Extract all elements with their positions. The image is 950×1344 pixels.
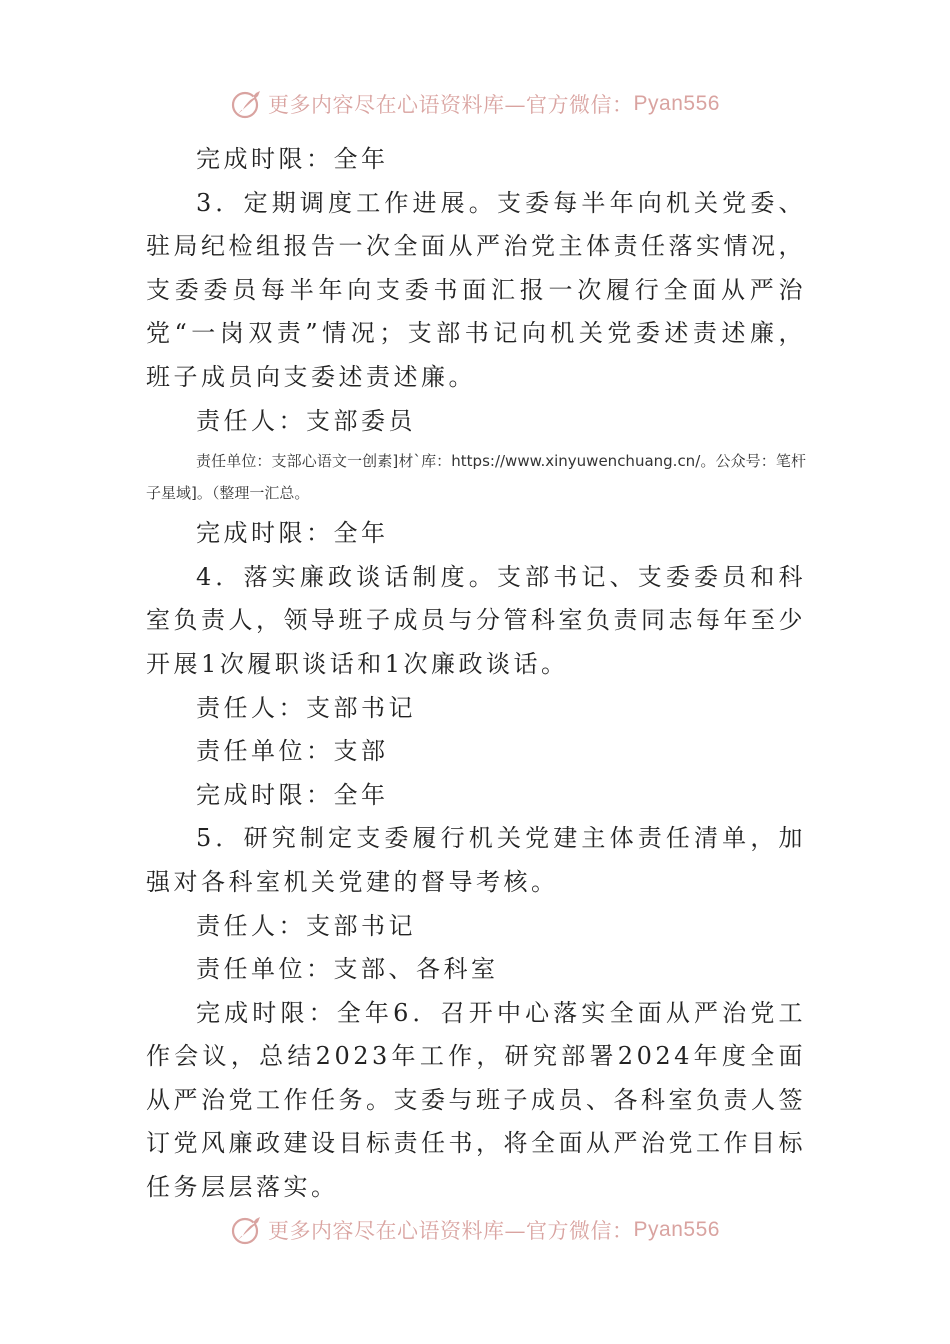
watermark-header (0, 82, 950, 126)
quill-logo-icon (230, 1213, 264, 1247)
watermark-text: 更多内容尽在心语资料库—官方微信： (268, 93, 634, 117)
paragraph: 4．落实廉政谈话制度。支部书记、支委委员和科室负责人，领导班子成员与分管科室负责同志每年至少开展1次履职谈话和1次廉政谈话。 (146, 562, 806, 678)
watermark-wechat-id: Pyan556 (633, 1218, 720, 1241)
paragraph: 5．研究制定支委履行机关党建主体责任清单，加强对各科室机关党建的督导考核。 (146, 824, 806, 896)
paragraph: 3．定期调度工作进展。支委每半年向机关党委、驻局纪检组报告一次全面从严治党主体责任落实情况，支委委员每半年向支委书面汇报一次履行全面从严治党“一岗双责”情况；支部书记向机关党委述责述廉，班子成员向支委述责述廉。 (146, 188, 806, 391)
paragraph: 完成时限：全年 (196, 519, 389, 548)
paragraph: 责任人：支部书记 (196, 911, 416, 940)
watermark-footer (0, 1208, 950, 1252)
watermark-text: 更多内容尽在心语资料库—官方微信： (268, 1219, 634, 1243)
quill-logo-icon (230, 87, 264, 121)
paragraph: 责任单位：支部、各科室 (196, 955, 499, 984)
watermark-wechat-id: Pyan556 (633, 92, 720, 115)
paragraph: 完成时限：全年 (196, 780, 389, 809)
paragraph: 责任人：支部书记 (196, 693, 416, 722)
document-body (146, 138, 806, 1210)
paragraph-small: 责任单位：支部心语文一创素]材`库：https://www.xinyuwenchuang.cn/。公众号：笔杆子星域]。（整理一汇总。 (146, 452, 806, 503)
paragraph: 责任人：支部委员 (196, 406, 416, 435)
paragraph: 责任单位：支部 (196, 737, 389, 766)
paragraph: 完成时限：全年 (196, 145, 389, 173)
paragraph: 完成时限：全年6．召开中心落实全面从严治党工作会议，总结2023年工作，研究部署2024年度全面从严治党工作任务。支委与班子成员、各科室负责人签订党风廉政建设目标责任书，将全面从严治党工作目标任务层层落实。 (146, 998, 806, 1202)
